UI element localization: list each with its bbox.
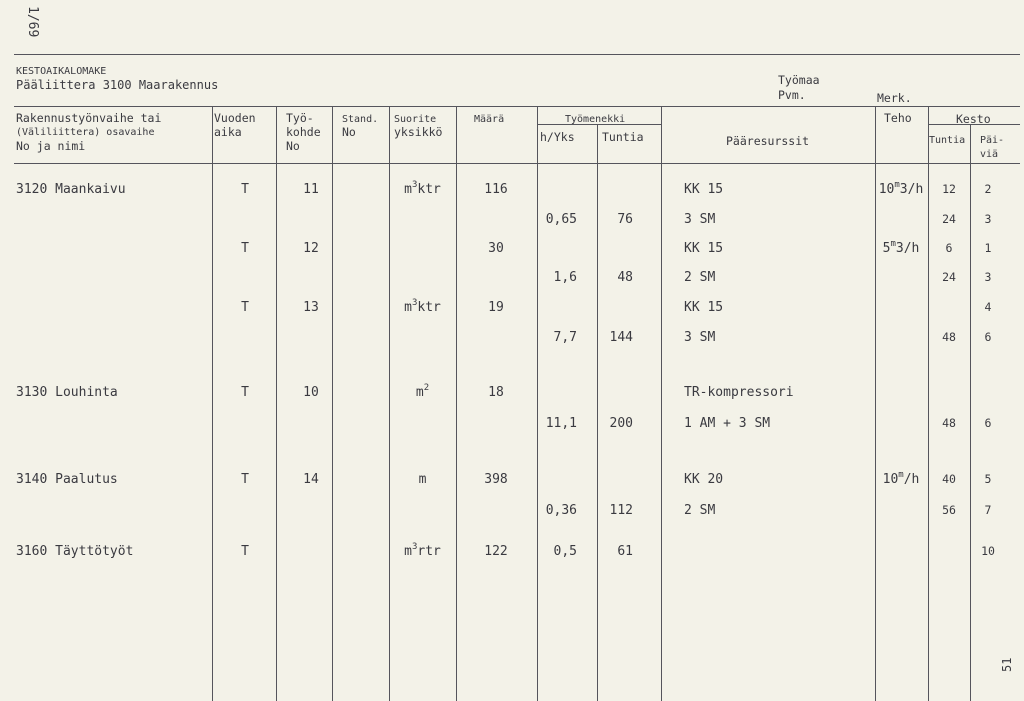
signature-label: Merk. [877,91,912,105]
cell-season: T [241,385,249,400]
cell-dur-hours: 48 [942,416,956,430]
cell-dur-hours: 24 [942,270,956,284]
cell-resource: KK 15 [684,300,724,315]
cell-resource: 1 AM + 3 SM [684,416,771,431]
cell-dur-hours: 12 [942,182,956,196]
col-divider [970,124,971,701]
header-season-2: aika [214,125,242,139]
cell-phase: 3130 Louhinta [16,385,118,400]
cell-season: T [241,300,249,315]
col-divider [212,106,213,701]
col-divider [537,106,538,701]
cell-resource: TR-kompressori [684,385,794,400]
cell-dur-days: 2 [984,182,992,196]
header-season-1: Vuoden [214,111,256,125]
header-quantity: Määrä [474,114,505,125]
header-phase-1: Rakennustyönvaihe tai [16,111,162,125]
site-label: Työmaa [778,73,820,87]
cell-dur-hours: 6 [945,241,953,255]
unit-rest: ktr [417,300,441,315]
header-unit-2: yksikkö [394,125,443,139]
header-per-unit: h/Yks [540,130,575,144]
top-rule [14,54,1020,55]
unit-base: m [404,544,412,559]
cell-hours: 112 [609,503,633,518]
unit-sup: 2 [423,383,430,393]
cell-power [875,241,927,256]
cell-season: T [241,241,249,256]
form-title: KESTOAIKALOMAKE [16,66,107,77]
cell-dur-days: 6 [984,416,992,430]
cell-target: 13 [303,300,319,315]
cell-resource: KK 15 [684,182,724,197]
cell-hours: 76 [617,212,633,227]
cell-quantity: 122 [484,544,508,559]
cell-dur-days: 7 [984,503,992,517]
header-dur-days-1: Päi- [980,135,1005,146]
cell-hours: 144 [609,330,633,345]
cell-target: 10 [303,385,319,400]
power-rest: /h [903,472,920,487]
cell-resource: 2 SM [684,503,716,518]
cell-quantity: 30 [488,241,504,256]
cell-dur-days: 6 [984,330,992,344]
header-power: Teho [884,111,912,125]
header-duration-group: Kesto [956,112,991,126]
power-base: 5 [882,241,891,256]
cell-quantity: 116 [484,182,508,197]
cell-per-unit: 0,5 [553,544,577,559]
header-target-2: kohde [286,125,321,139]
cell-season: T [241,472,249,487]
header-bottom-rule [14,163,1020,164]
cell-phase: 3160 Täyttötyöt [16,544,134,559]
cell-power [875,182,927,197]
cell-unit [389,300,456,315]
cell-power [875,472,927,487]
cell-quantity: 18 [488,385,504,400]
cell-dur-hours: 40 [942,472,956,486]
cell-unit [389,385,456,400]
cell-per-unit: 0,65 [545,212,577,227]
header-resources: Pääresurssit [726,134,810,148]
header-hours: Tuntia [602,130,644,144]
cell-phase: 3120 Maankaivu [16,182,126,197]
header-unit-1: Suorite [394,114,437,125]
cell-target: 14 [303,472,319,487]
unit-sup: 3 [411,298,418,308]
header-effort-group: Työmenekki [565,114,626,125]
unit-sup: 3 [411,180,418,190]
unit-rest: rtr [417,544,441,559]
cell-dur-hours: 48 [942,330,956,344]
header-stand-2: No [342,125,356,139]
col-divider [597,124,598,701]
col-divider [661,106,662,701]
cell-dur-days: 3 [984,212,992,226]
cell-season: T [241,182,249,197]
cell-phase: 3140 Paalutus [16,472,118,487]
cell-quantity: 19 [488,300,504,315]
cell-hours: 61 [617,544,633,559]
header-target-1: Työ- [286,111,314,125]
power-rest: 3/h [899,182,924,197]
power-base: 10 [882,472,899,487]
cell-per-unit: 0,36 [545,503,577,518]
power-base: 10 [878,182,895,197]
header-dur-hours: Tuntia [929,135,966,146]
cell-per-unit: 7,7 [553,330,577,345]
cell-per-unit: 1,6 [553,270,577,285]
cell-unit [389,544,456,559]
unit-base: m [404,182,412,197]
cell-hours: 200 [609,416,633,431]
unit-sup: 3 [411,542,418,552]
unit-base: m [418,472,427,487]
header-phase-2: (Väliliittera) osavaihe [16,127,155,138]
cell-quantity: 398 [484,472,508,487]
cell-unit [389,182,456,197]
date-label: Pvm. [778,88,806,102]
header-top-rule [14,106,1020,107]
power-sup: m [898,470,904,480]
header-target-3: No [286,139,300,153]
cell-target: 11 [303,182,319,197]
cell-dur-hours: 24 [942,212,956,226]
unit-rest: ktr [417,182,441,197]
cell-dur-days: 10 [981,544,995,558]
margin-number-bottom: 51 [1000,657,1014,672]
power-sup: m [890,239,896,249]
cell-resource: KK 20 [684,472,724,487]
cell-dur-hours: 56 [942,503,956,517]
cell-unit [389,472,456,487]
unit-base: m [404,300,412,315]
cell-resource: 3 SM [684,212,716,227]
header-dur-days-2: viä [980,149,999,160]
cell-dur-days: 3 [984,270,992,284]
power-rest: 3/h [895,241,920,256]
form-subtitle: Pääliittera 3100 Maarakennus [16,78,219,92]
cell-resource: 3 SM [684,330,716,345]
margin-number-top: 1/69 [25,6,40,38]
cell-hours: 48 [617,270,633,285]
power-sup: m [894,180,900,190]
cell-target: 12 [303,241,319,256]
cell-dur-days: 4 [984,300,992,314]
header-stand-1: Stand. [342,114,379,125]
cell-resource: 2 SM [684,270,716,285]
cell-resource: KK 15 [684,241,724,256]
cell-per-unit: 11,1 [545,416,577,431]
header-phase-3: No ja nimi [16,139,86,153]
cell-dur-days: 5 [984,472,992,486]
unit-base: m [415,385,424,400]
cell-dur-days: 1 [984,241,992,255]
cell-season: T [241,544,249,559]
